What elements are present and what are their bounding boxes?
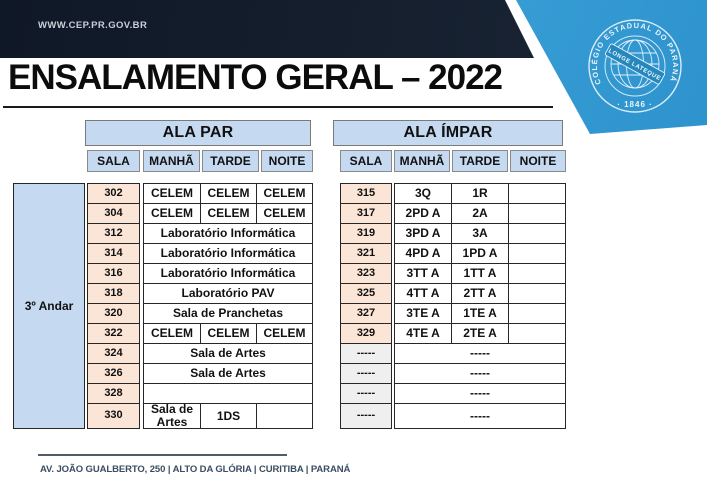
table-row [340, 223, 566, 244]
schedule-cell [508, 283, 566, 304]
schedule-cell: 3TT A [394, 263, 452, 284]
merged-schedule-cell: ----- [394, 343, 566, 364]
schedule-cell [256, 403, 313, 429]
table-row [87, 283, 313, 304]
table-row [87, 403, 313, 429]
sala-cell: 322 [87, 323, 140, 344]
table-row [340, 263, 566, 284]
schedule-cell: 1PD A [451, 243, 509, 264]
title-underline [3, 106, 553, 108]
table-row [87, 183, 313, 204]
sala-cell: 312 [87, 223, 140, 244]
sala-cell: ----- [340, 383, 392, 404]
schedule-cell: 3TE A [394, 303, 452, 324]
schedule-cell [508, 303, 566, 324]
website-url: WWW.CEP.PR.GOV.BR [38, 20, 148, 31]
schedule-cell: 1R [451, 183, 509, 204]
table-row [87, 203, 313, 224]
column-header-tarde: TARDE [202, 150, 259, 172]
schedule-cell: CELEM [256, 323, 313, 344]
table-row [87, 363, 313, 384]
schedule-cell: CELEM [200, 203, 257, 224]
table-row [87, 243, 313, 264]
sala-cell: 324 [87, 343, 140, 364]
merged-schedule-cell: Sala de Artes [143, 343, 313, 364]
column-header-noite: NOITE [261, 150, 313, 172]
sala-cell: 317 [340, 203, 392, 224]
schedule-cell: 3Q [394, 183, 452, 204]
table-row [87, 343, 313, 364]
sala-cell: 325 [340, 283, 392, 304]
schedule-cell: 2TT A [451, 283, 509, 304]
table-row [340, 363, 566, 384]
sala-cell: 321 [340, 243, 392, 264]
schedule-cell [508, 263, 566, 284]
column-header-noite: NOITE [510, 150, 566, 172]
schedule-cell: CELEM [143, 183, 201, 204]
sala-cell: 330 [87, 403, 140, 429]
column-header-manha: MANHÃ [143, 150, 200, 172]
sala-cell: ----- [340, 363, 392, 384]
merged-schedule-cell: ----- [394, 363, 566, 384]
schedule-cell [508, 243, 566, 264]
table-row [87, 263, 313, 284]
table-row [340, 323, 566, 344]
schedule-cell: 1TT A [451, 263, 509, 284]
table-row [340, 183, 566, 204]
sala-cell: 328 [87, 383, 140, 404]
schedule-cell: Sala de Artes [143, 403, 201, 429]
table-row [87, 223, 313, 244]
table-row [340, 403, 566, 429]
sala-cell: 302 [87, 183, 140, 204]
table-row [340, 343, 566, 364]
sala-cell: 319 [340, 223, 392, 244]
sala-cell: 316 [87, 263, 140, 284]
table-row [340, 203, 566, 224]
table-row [340, 283, 566, 304]
sala-cell: 327 [340, 303, 392, 324]
table-row [340, 303, 566, 324]
schedule-cell: CELEM [256, 203, 313, 224]
schedule-cell [508, 183, 566, 204]
schedule-cell: CELEM [200, 183, 257, 204]
sala-cell: 314 [87, 243, 140, 264]
table-title-ala-impar: ALA ÍMPAR [333, 120, 563, 146]
sala-cell: 304 [87, 203, 140, 224]
schedule-cell: 2A [451, 203, 509, 224]
footer-address: AV. JOÃO GUALBERTO, 250 | ALTO DA GLÓRIA | CURITIBA | PARANÁ [40, 464, 351, 475]
schedule-cell: 4TE A [394, 323, 452, 344]
merged-schedule-cell: Laboratório Informática [143, 243, 313, 264]
footer-divider [38, 454, 287, 456]
merged-schedule-cell: ----- [394, 403, 566, 429]
sala-cell: 318 [87, 283, 140, 304]
schedule-cell: 4TT A [394, 283, 452, 304]
merged-schedule-cell: Laboratório Informática [143, 263, 313, 284]
sala-cell: ----- [340, 343, 392, 364]
schedule-cell [508, 223, 566, 244]
column-header-sala: SALA [340, 150, 392, 172]
page-title: ENSALAMENTO GERAL – 2022 [8, 58, 503, 97]
schedule-cell: 1TE A [451, 303, 509, 324]
merged-schedule-cell: Laboratório PAV [143, 283, 313, 304]
table-ala-par [87, 183, 313, 429]
logo-banner-text: LONGE LATEQUE [607, 48, 662, 83]
schedule-cell: CELEM [200, 323, 257, 344]
schedule-cell: CELEM [143, 203, 201, 224]
sala-cell: 329 [340, 323, 392, 344]
table-row [87, 383, 313, 404]
sala-cell: 320 [87, 303, 140, 324]
merged-schedule-cell [143, 383, 313, 404]
school-seal-logo [586, 17, 684, 115]
merged-schedule-cell: Sala de Artes [143, 363, 313, 384]
schedule-cell: 1DS [200, 403, 257, 429]
schedule-cell: 3A [451, 223, 509, 244]
merged-schedule-cell: Laboratório Informática [143, 223, 313, 244]
schedule-cell: CELEM [256, 183, 313, 204]
schedule-cell: 2TE A [451, 323, 509, 344]
schedule-cell: CELEM [143, 323, 201, 344]
logo-year: · 1846 · [617, 100, 653, 109]
table-row [87, 323, 313, 344]
schedule-cell [508, 323, 566, 344]
table-ala-impar [340, 183, 566, 429]
column-header-tarde: TARDE [452, 150, 508, 172]
merged-schedule-cell: ----- [394, 383, 566, 404]
column-header-manha: MANHÃ [394, 150, 450, 172]
schedule-cell [508, 203, 566, 224]
table-row [87, 303, 313, 324]
table-row [340, 383, 566, 404]
merged-schedule-cell: Sala de Pranchetas [143, 303, 313, 324]
sala-cell: 326 [87, 363, 140, 384]
schedule-cell: 3PD A [394, 223, 452, 244]
logo-ring-text: COLÉGIO ESTADUAL DO PARANÁ [589, 20, 681, 87]
sala-cell: ----- [340, 403, 392, 429]
schedule-cell: 4PD A [394, 243, 452, 264]
schedule-cell: 2PD A [394, 203, 452, 224]
column-header-sala: SALA [87, 150, 140, 172]
sala-cell: 315 [340, 183, 392, 204]
floor-label: 3º Andar [13, 183, 85, 429]
sala-cell: 323 [340, 263, 392, 284]
table-title-ala-par: ALA PAR [85, 120, 311, 146]
table-row [340, 243, 566, 264]
